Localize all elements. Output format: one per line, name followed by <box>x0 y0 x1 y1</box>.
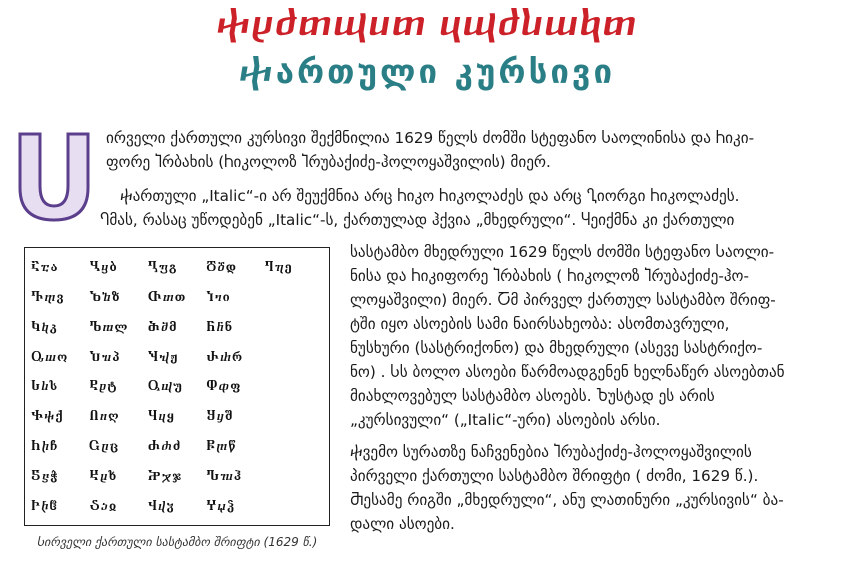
font-sample-cell: Ⴄⴄე <box>264 259 293 274</box>
font-sample-cell: Ⴝⴝჭ <box>31 469 59 484</box>
font-sample-cell: Ⴗⴗყ <box>147 409 175 424</box>
page-title-mkhedruli: ⴕართული კურსივი <box>238 52 616 91</box>
font-sample-cell <box>265 431 323 461</box>
font-sample-cell: Ⴘⴘშ <box>206 409 234 424</box>
font-sample-cell: Ⴓⴓუ <box>147 379 183 394</box>
font-sample-cell <box>265 282 323 312</box>
font-sample-cell <box>265 401 323 431</box>
font-sample-cell: Ⴋⴋმ <box>147 319 178 334</box>
font-sample-cell: Ⴛⴛძ <box>147 439 182 454</box>
figure-caption: Ⴑირველი ქართული სასტამბო შრიფტი (1629 წ.) <box>36 535 318 549</box>
font-sample-cell: Ⴣⴣჳ <box>147 499 175 514</box>
font-sample-cell <box>265 342 323 372</box>
paragraph-line: ლოყაშვილი) მიერ. Ⴀმ პირველ ქართულ სასტამბო შრიფ- <box>350 291 776 309</box>
paragraph-line: სასტამბო მხედრული 1629 წელს ძომში სტეფანო Ⴑაოლი- <box>350 243 775 261</box>
font-sample-cell: Ⴖⴖღ <box>89 409 120 424</box>
font-sample-cell: Ⴔⴔფ <box>206 379 242 394</box>
font-sample-cell: Ⴤⴤჴ <box>206 499 236 514</box>
font-sample-cell: Ⴠⴠჰ <box>206 469 243 484</box>
paragraph-line: ⴕვემო სურათზე ნაჩვენებია Ⴈრუბაქიძე-ჰოლოყაშვილის <box>350 443 752 461</box>
font-sample-cell: Ⴞⴞხ <box>89 469 118 484</box>
font-sample-cell: Ⴆⴆზ <box>89 289 121 304</box>
font-sample-cell: Ⴏⴏჟ <box>147 349 179 364</box>
font-sample-cell: Ⴀⴀა <box>31 259 59 274</box>
font-sample-cell: Ⴌⴌნ <box>206 319 234 334</box>
paragraph-line: ფორე Ⴈრბახის (Ⴙიკოლოზ Ⴈრუბაქიძე-ჰოლოყაშვილის) მიერ. <box>106 153 551 171</box>
paragraph-line: პირველი ქართული სასტამბო შრიფტი ( ძომი, 1629 წ.). <box>350 467 759 485</box>
font-sample-cell <box>265 491 323 521</box>
font-sample-cell: Ⴕⴕქ <box>31 409 64 424</box>
font-sample-cell: Ⴢⴢჲ <box>89 499 118 514</box>
paragraph-line: ⴕართული „Italic“-ი არ შეუქმნია არც Ⴙიკო Ⴙიკოლაძეს და არც Ⴂიორგი Ⴙიკოლაძეს. <box>120 187 740 205</box>
font-sample-cell: Ⴡⴡჱ <box>31 499 59 514</box>
font-sample-cell: Ⴐⴐრ <box>206 349 244 364</box>
font-sample-cell: Ⴈⴈი <box>206 289 231 304</box>
paragraph-line: „კურსივული“ („Italic“-ური) ასოების არსი. <box>350 411 661 429</box>
font-sample-cell: Ⴚⴚც <box>89 439 120 454</box>
font-sample-cell: Ⴎⴎპ <box>89 349 121 364</box>
drop-cap-letter <box>14 128 94 224</box>
paragraph-line: ტში იყო ასოების სამი ნაირსახეობა: ასომთავრული, <box>350 315 730 333</box>
font-sample-cell: Ⴍⴍო <box>31 349 69 364</box>
font-sample-cell: Ⴇⴇთ <box>147 289 187 304</box>
font-sample-cell: Ⴙⴙჩ <box>31 439 59 454</box>
font-sample-cell <box>265 372 323 402</box>
font-sample-cell <box>265 461 323 491</box>
paragraph-line: Ⴋესამე რიგში „მხედრული“, ანუ ლათინური „კურსივის“ ბა- <box>350 491 784 509</box>
paragraph-line: მიახლოვებულ სასტამბო ასოებს. Ⴆუსტად ეს არის <box>350 387 715 405</box>
paragraph-line: ნუსხური (სასტრიქონო) და მხედრული (ასევე სასტრიქო- <box>350 339 763 357</box>
font-sample-cell: Ⴊⴊლ <box>89 319 129 334</box>
paragraph-line: ნო) . Ⴑს ბოლო ასოები წარმოადგენენ ხელნაწერ ასოებთან <box>350 363 785 381</box>
font-sample-cell: Ⴑⴑს <box>31 379 59 394</box>
paragraph-line: ნისა და Ⴙიკიფორე Ⴈრბახის ( Ⴙიკოლოზ Ⴈრუბაქიძე-ჰო- <box>350 267 749 285</box>
paragraph-line: ირველი ქართული კურსივი შექმნილია 1629 წელს ძომში სტეფანო Ⴑაოლინისა და Ⴙიკი- <box>106 129 755 147</box>
font-sample-cell: Ⴟⴟჯ <box>147 469 183 484</box>
font-sample-cell: Ⴒⴒტ <box>89 379 118 394</box>
page-title-nuskhuri: ⴕⴞⴛⴇⴓⴎⴇ ⴗⴓⴛⴑⴍⴉⴇ <box>216 4 638 43</box>
paragraph-line: დალი ასოები. <box>350 515 455 533</box>
font-sample-cell: Ⴉⴉკ <box>31 319 58 334</box>
font-sample-cell: Ⴁⴁბ <box>89 259 118 274</box>
paragraph-line: Ⴄმას, რასაც უწოდებენ „Italic“-ს, ქართულად ჰქვია „მხედრული“. Ⴗეიქმნა კი ქართული <box>100 211 735 229</box>
font-sample-cell <box>265 312 323 342</box>
font-sample-table <box>24 247 330 526</box>
font-sample-cell: Ⴅⴅვ <box>31 289 65 304</box>
font-sample-cell: Ⴂⴂგ <box>147 259 178 274</box>
font-sample-cell: Ⴜⴜწ <box>206 439 237 454</box>
font-sample-cell: Ⴃⴃდ <box>206 259 238 274</box>
